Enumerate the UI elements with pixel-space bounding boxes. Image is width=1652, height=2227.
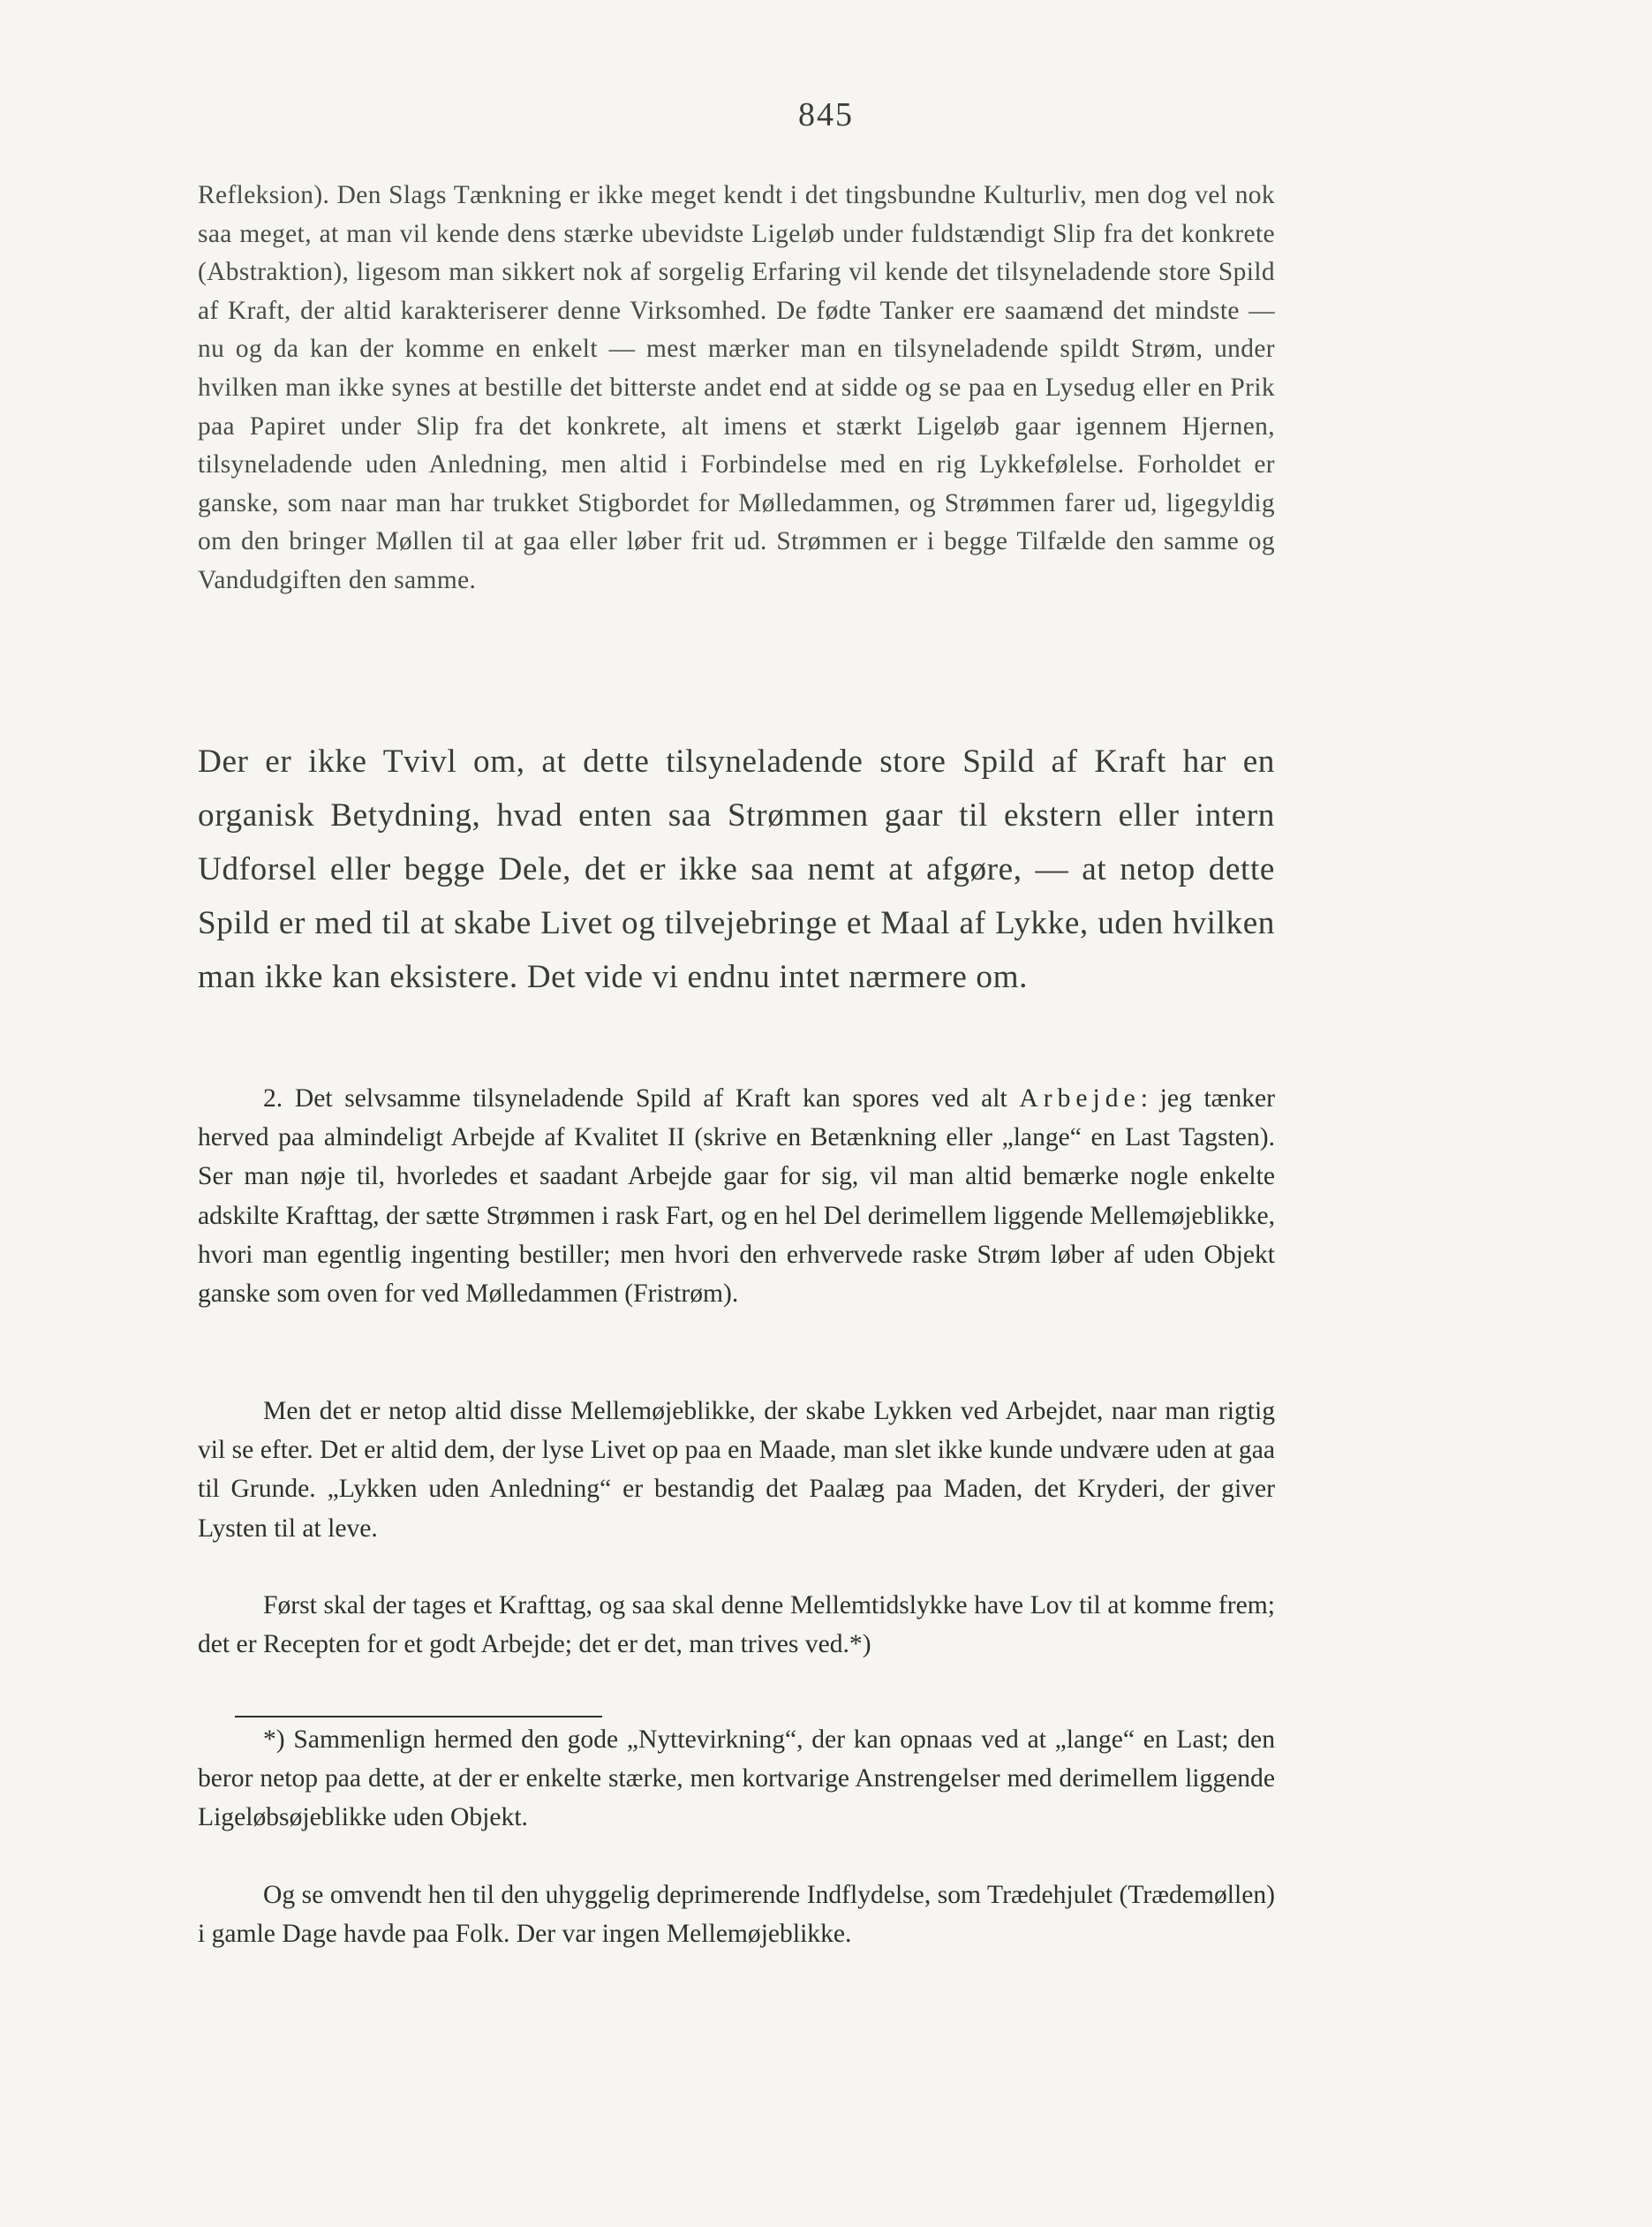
page-number: 845 xyxy=(798,96,854,133)
footnote-rule xyxy=(235,1716,602,1717)
footnote-1: *) Sammenlign hermed den gode „Nyttevirkning“, der kan opnaas ved at „lange“ en Last; den beror netop paa dette, at der er enkelte stærke, men kortvarige Anstrengelser med derimellem liggende Ligeløbsøjeblikke uden Objekt. xyxy=(198,1725,1275,1832)
paragraph-2-spaced-word: Arbejde xyxy=(1019,1084,1141,1113)
paragraph-4: Først skal der tages et Krafttag, og saa skal denne Mellemtidslykke have Lov til at komme frem; det er Recepten for et godt Arbejde; det er det, man trives ved.*) xyxy=(198,1591,1275,1659)
paragraph-2 xyxy=(198,1079,1275,1313)
faded-paragraph: Refleksion). Den Slags Tænkning er ikke meget kendt i det tingsbundne Kulturliv, men dog vel nok saa meget, at man vil kende dens stærke ubevidste Ligeløb under fuldstændigt Slip fra det konkrete (Abstraktion), ligesom man sikkert nok af sorgelig Erfaring vil kende det tilsyneladende store Spild af Kraft, der altid karakteriserer denne Virksomhed. De fødte Tanker ere saamænd det mindste — nu og da kan der komme en enkelt — mest mærker man en tilsyneladende spildt Strøm, under hvilken man ikke synes at bestille det bitterste andet end at sidde og se paa en Lysedug eller en Prik paa Papiret under Slip fra det konkrete, alt imens et stærkt Ligeløb gaar igennem Hjernen, tilsyneladende uden Anledning, men altid i Forbindelse med en rig Lykkefølelse. Forholdet er ganske, som naar man har trukket Stigbordet for Mølledammen, og Strømmen farer ud, ligegyldig om den bringer Møllen til at gaa eller løber frit ud. Strømmen er i begge Tilfælde den samme og Vandudgiften den samme. xyxy=(198,181,1275,594)
large-paragraph: Der er ikke Tvivl om, at dette tilsyneladende store Spild af Kraft har en organisk Betydning, hvad enten saa Strømmen gaar til ekstern eller intern Udforsel eller begge Dele, det er ikke saa nemt at afgøre, — at netop dette Spild er med til at skabe Livet og tilvejebringe et Maal af Lykke, uden hvilken man ikke kan eksistere. Det vide vi endnu intet nærmere om. xyxy=(198,744,1275,995)
paragraph-3: Men det er netop altid disse Mellemøjeblikke, der skabe Lykken ved Arbejdet, naar man rigtig vil se efter. Det er altid dem, der lyse Livet op paa en Maade, man slet ikke kunde undvære uden at gaa til Grunde. „Lykken uden Anledning“ er bestandig det Paalæg paa Maden, det Kryderi, der giver Lysten til at leve. xyxy=(198,1397,1275,1543)
paragraph-2-lead: 2. Det selvsamme tilsyneladende Spild af Kraft kan spores ved alt xyxy=(263,1084,1007,1113)
footnote-2: Og se omvendt hen til den uhyggelig deprimerende Indflydelse, som Trædehjulet (Trædemøllen) i gamle Dage havde paa Folk. Der var ingen Mellemøjeblikke. xyxy=(198,1881,1275,1949)
paragraph-2-rest: : jeg tænker herved paa almindeligt Arbejde af Kvalitet II (skrive en Betænkning eller „lange“ en Last Tagsten). Ser man nøje til, hvorledes et saadant Arbejde gaar for sig, vil man altid bemærke nogle enkelte adskilte Krafttag, der sætte Strømmen i rask Fart, og en hel Del derimellem liggende Mellemøjeblikke, hvori man egentlig ingenting bestiller; men hvori den erhvervede raske Strøm løber af uden Objekt ganske som oven for ved Mølledammen (Fristrøm). xyxy=(198,1084,1275,1309)
